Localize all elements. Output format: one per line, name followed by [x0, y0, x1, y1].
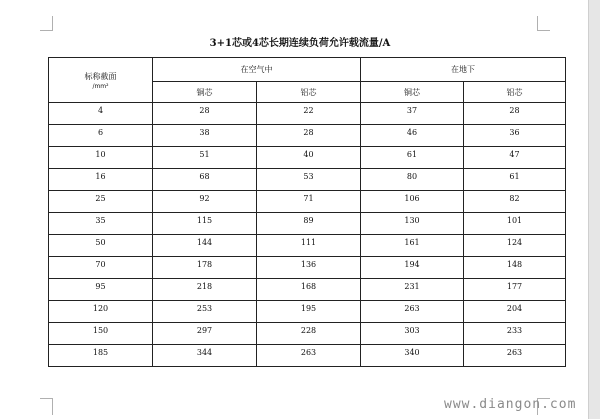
table-cell: 25 [49, 191, 153, 213]
table-cell: 263 [257, 345, 361, 367]
table-row [49, 235, 566, 257]
table-cell: 233 [464, 323, 566, 345]
table-cell: 253 [153, 301, 257, 323]
table-row [49, 103, 566, 125]
table-row [49, 125, 566, 147]
table-cell: 168 [257, 279, 361, 301]
table-cell: 106 [361, 191, 464, 213]
table-row [49, 345, 566, 367]
ampacity-table [48, 57, 566, 367]
table-cell: 6 [49, 125, 153, 147]
table-cell: 218 [153, 279, 257, 301]
table-cell: 40 [257, 147, 361, 169]
table-cell: 68 [153, 169, 257, 191]
table-cell: 130 [361, 213, 464, 235]
table-cell: 150 [49, 323, 153, 345]
table-cell: 46 [361, 125, 464, 147]
table-cell: 161 [361, 235, 464, 257]
header-unit: /mm² [92, 82, 109, 90]
table-row [49, 147, 566, 169]
table-cell: 303 [361, 323, 464, 345]
table-cell: 22 [257, 103, 361, 125]
table-cell: 71 [257, 191, 361, 213]
table-cell: 228 [257, 323, 361, 345]
table-cell: 111 [257, 235, 361, 257]
table-cell: 50 [49, 235, 153, 257]
header-cross-section-label: 标称截面 [84, 71, 117, 81]
table-cell: 101 [464, 213, 566, 235]
crop-mark-top-left [40, 16, 53, 31]
header-ground-copper: 铜芯 [361, 82, 464, 103]
table-cell: 70 [49, 257, 153, 279]
table-row [49, 257, 566, 279]
table-cell: 28 [257, 125, 361, 147]
table-cell: 28 [153, 103, 257, 125]
crop-mark-top-right [537, 16, 550, 31]
table-cell: 36 [464, 125, 566, 147]
table-cell: 344 [153, 345, 257, 367]
table-cell: 80 [361, 169, 464, 191]
table-cell: 61 [464, 169, 566, 191]
header-cross-section [49, 58, 153, 103]
site-watermark: www.diangon.com [444, 397, 577, 412]
table-cell: 120 [49, 301, 153, 323]
table-row [49, 323, 566, 345]
table-cell: 178 [153, 257, 257, 279]
table-cell: 51 [153, 147, 257, 169]
table-cell: 124 [464, 235, 566, 257]
table-row [49, 191, 566, 213]
table-title: 3+1芯或4芯长期连续负荷允许载流量/A [209, 38, 391, 49]
table-cell: 136 [257, 257, 361, 279]
table-cell: 194 [361, 257, 464, 279]
table-cell: 89 [257, 213, 361, 235]
table-cell: 148 [464, 257, 566, 279]
table-cell: 340 [361, 345, 464, 367]
header-in-air: 在空气中 [153, 58, 361, 82]
table-cell: 4 [49, 103, 153, 125]
table-cell: 177 [464, 279, 566, 301]
header-ground-aluminum: 铝芯 [464, 82, 566, 103]
vertical-scrollbar[interactable] [588, 0, 600, 419]
table-row [49, 213, 566, 235]
header-air-aluminum: 铝芯 [257, 82, 361, 103]
table-cell: 82 [464, 191, 566, 213]
table-cell: 10 [49, 147, 153, 169]
table-cell: 185 [49, 345, 153, 367]
table-row [49, 301, 566, 323]
table-row [49, 279, 566, 301]
table-cell: 115 [153, 213, 257, 235]
table-cell: 38 [153, 125, 257, 147]
table-cell: 263 [464, 345, 566, 367]
table-cell: 144 [153, 235, 257, 257]
header-underground: 在地下 [361, 58, 566, 82]
table-cell: 61 [361, 147, 464, 169]
table-cell: 195 [257, 301, 361, 323]
table-cell: 35 [49, 213, 153, 235]
table-row [49, 169, 566, 191]
table-cell: 263 [361, 301, 464, 323]
table-cell: 297 [153, 323, 257, 345]
header-air-copper: 铜芯 [153, 82, 257, 103]
table-cell: 204 [464, 301, 566, 323]
table-cell: 95 [49, 279, 153, 301]
crop-mark-bottom-left [40, 398, 53, 415]
table-cell: 37 [361, 103, 464, 125]
table-cell: 28 [464, 103, 566, 125]
table-cell: 231 [361, 279, 464, 301]
table-cell: 16 [49, 169, 153, 191]
table-cell: 53 [257, 169, 361, 191]
table-cell: 92 [153, 191, 257, 213]
table-cell: 47 [464, 147, 566, 169]
